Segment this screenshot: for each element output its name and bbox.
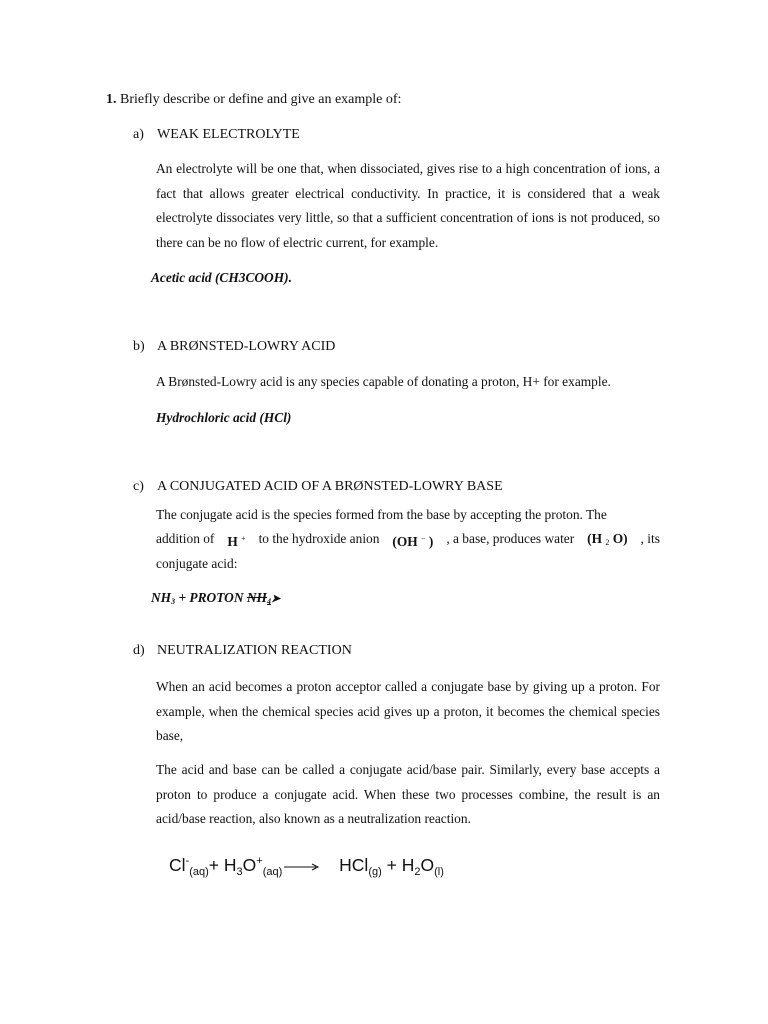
its-text: , its <box>640 531 660 546</box>
question-number: 1. <box>106 92 117 107</box>
section-b-heading: A BRØNSTED-LOWRY ACID <box>157 339 336 354</box>
section-d-paragraph-1: When an acid becomes a proton acceptor called a conjugate base by giving up a proton. For example, when the chemical species acid gives up a proton, it becomes the chemical species base, <box>156 679 660 743</box>
produces-water-text: , a base, produces water <box>446 531 575 546</box>
hydroxide-text: to the hydroxide anion <box>258 531 380 546</box>
reaction-arrow-icon <box>284 856 320 877</box>
struck-formula: $NH_4$ <box>246 590 271 606</box>
section-a-example: Acetic acid (CH3COOH). <box>151 270 292 285</box>
section-b-example: Hydrochloric acid (HCl) <box>156 410 292 425</box>
question-line <box>106 92 401 108</box>
hydroxide-formula: (OH − ) <box>392 534 434 549</box>
arrow-icon: ➤ <box>270 593 281 605</box>
section-c-letter: c) <box>133 479 144 494</box>
section-d-paragraph-2: The acid and base can be called a conjugate acid/base pair. Similarly, every base accepts a proton to produce a conjugate acid. When these two processes combine, the result is an acid/base reaction, also known as a neutralization reaction. <box>156 762 660 826</box>
neutralization-equation: $Cl^-_{(aq)}+ H_3O^+_{(aq)}$ $HCl_{(g)} + H_2O_{(l)}$ <box>169 855 444 878</box>
section-a-paragraph: An electrolyte will be one that, when dissociated, gives rise to a high concentration of ions, a fact that allows greater electrical conductivity. In practice, it is considered that a weak electrolyte dissociates very little, so that a sufficient concentration of ions is not produced, so there can be no flow of electric current, for example. <box>156 161 660 250</box>
section-a-heading: WEAK ELECTROLYTE <box>157 127 300 142</box>
section-c-heading: A CONJUGATED ACID OF A BRØNSTED-LOWRY BASE <box>157 479 503 494</box>
section-d-heading: NEUTRALIZATION REACTION <box>157 643 352 658</box>
question-prompt: Briefly describe or define and give an example of: <box>120 92 402 107</box>
section-b-letter: b) <box>133 339 145 354</box>
section-c-example: $NH_3$ + PROTON $NH_4➤$ <box>151 590 281 606</box>
hydrogen-ion: H + <box>227 534 246 549</box>
section-d-letter: d) <box>133 643 145 658</box>
addition-of-text: addition of <box>156 531 215 546</box>
water-formula: (H $_2$ O) <box>587 531 628 547</box>
section-c-line-3: conjugate acid: <box>156 556 238 571</box>
section-c-line-1: The conjugate acid is the species formed from the base by accepting the proton. The <box>156 507 607 522</box>
section-a-letter: a) <box>133 127 144 142</box>
section-b-paragraph: A Brønsted-Lowry acid is any species capable of donating a proton, H+ for example. <box>156 374 611 389</box>
